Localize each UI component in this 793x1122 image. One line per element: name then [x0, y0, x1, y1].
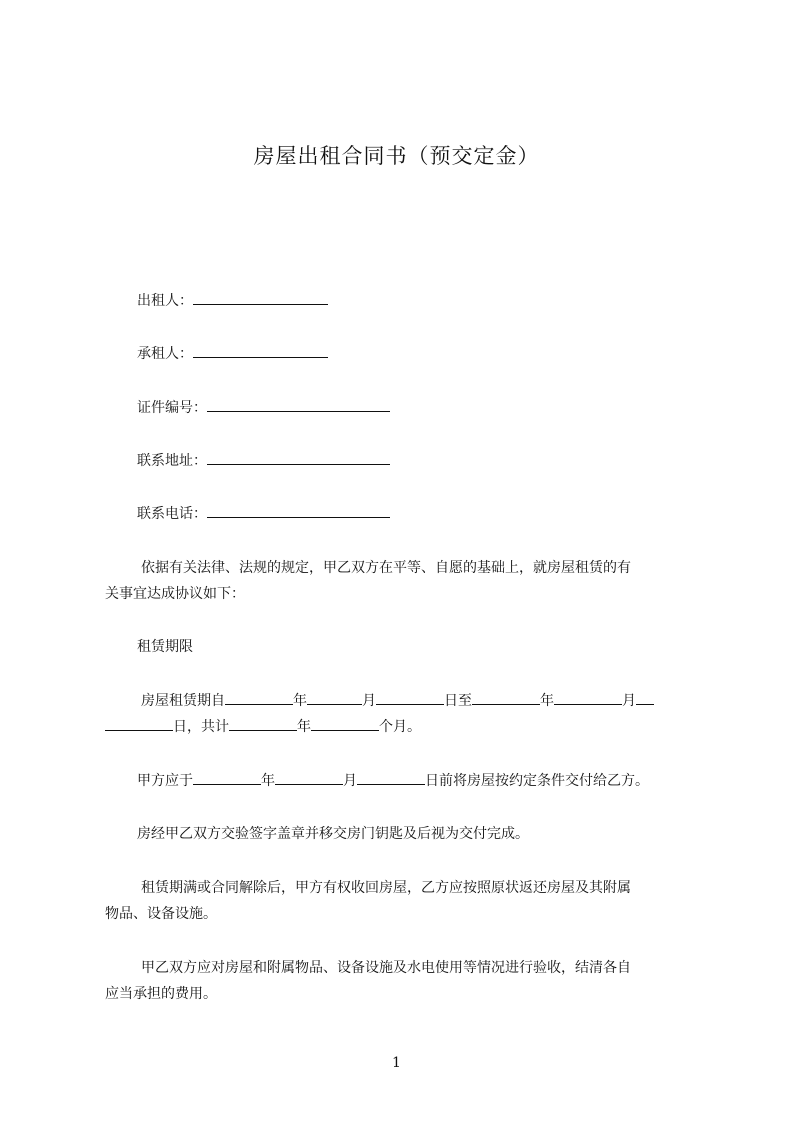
handover-line: 房经甲乙双方交验签字盖章并移交房门钥匙及后视为交付完成。 [137, 826, 529, 842]
total-years-blank [229, 715, 297, 731]
lessor-blank [193, 289, 328, 305]
term-prefix: 房屋租赁期自 [141, 693, 225, 709]
inspection-paragraph-line2: 应当承担的费用。 [105, 986, 217, 1002]
address-blank [207, 449, 390, 465]
lessee-field [105, 341, 732, 368]
phone-label: 联系电话： [137, 506, 207, 522]
id-number-label: 证件编号： [137, 400, 207, 416]
lessor-field [105, 288, 732, 315]
phone-blank [207, 502, 390, 518]
delivery-month-label: 月 [343, 773, 357, 789]
lessee-blank [193, 342, 328, 358]
delivery-line [105, 768, 732, 795]
intro-paragraph-line1: 依据有关法律、法规的规定，甲乙双方在平等、自愿的基础上，就房屋租赁的有 [141, 560, 631, 576]
id-number-blank [207, 396, 390, 412]
total-months-label: 个月。 [379, 719, 421, 735]
address-label: 联系地址： [137, 453, 207, 469]
expiry-paragraph-line2: 物品、设备设施。 [105, 906, 217, 922]
expiry-paragraph-line1: 租赁期满或合同解除后，甲方有权收回房屋，乙方应按照原状返还房屋及其附属 [141, 880, 631, 896]
lease-term-line2 [105, 714, 700, 741]
id-number-field [105, 395, 732, 422]
lessee-label: 承租人： [137, 346, 193, 362]
total-year-label: 年 [297, 719, 311, 735]
start-day-blank [376, 689, 444, 705]
delivery-year-label: 年 [261, 773, 275, 789]
phone-field [105, 501, 732, 528]
end-day-blank [105, 715, 173, 731]
start-month-blank [307, 689, 362, 705]
lease-term-line1 [105, 688, 736, 715]
end-year-blank [472, 689, 540, 705]
term-day-to-label: 日至 [444, 693, 472, 709]
delivery-day-blank [357, 769, 425, 785]
term-year-label: 年 [293, 693, 307, 709]
term-month-label: 月 [362, 693, 376, 709]
address-field [105, 448, 732, 475]
end-month-blank [554, 689, 622, 705]
delivery-month-blank [275, 769, 343, 785]
delivery-year-blank [193, 769, 261, 785]
document-title: 房屋出租合同书（预交定金） [253, 144, 540, 168]
intro-paragraph-line2: 关事宜达成协议如下： [105, 586, 245, 602]
term-end-month-label: 月 [622, 693, 636, 709]
delivery-prefix: 甲方应于 [137, 773, 193, 789]
start-year-blank [225, 689, 293, 705]
inspection-paragraph-line1: 甲乙双方应对房屋和附属物品、设备设施及水电使用等情况进行验收，结清各自 [141, 960, 631, 976]
section-heading: 租赁期限 [137, 639, 193, 655]
term-day-label: 日，共计 [173, 719, 229, 735]
page-number: 1 [392, 1055, 401, 1071]
term-end-year-label: 年 [540, 693, 554, 709]
total-months-blank [311, 715, 379, 731]
delivery-suffix: 日前将房屋按约定条件交付给乙方。 [425, 773, 649, 789]
end-day-blank-start [636, 689, 654, 705]
lessor-label: 出租人： [137, 293, 193, 309]
